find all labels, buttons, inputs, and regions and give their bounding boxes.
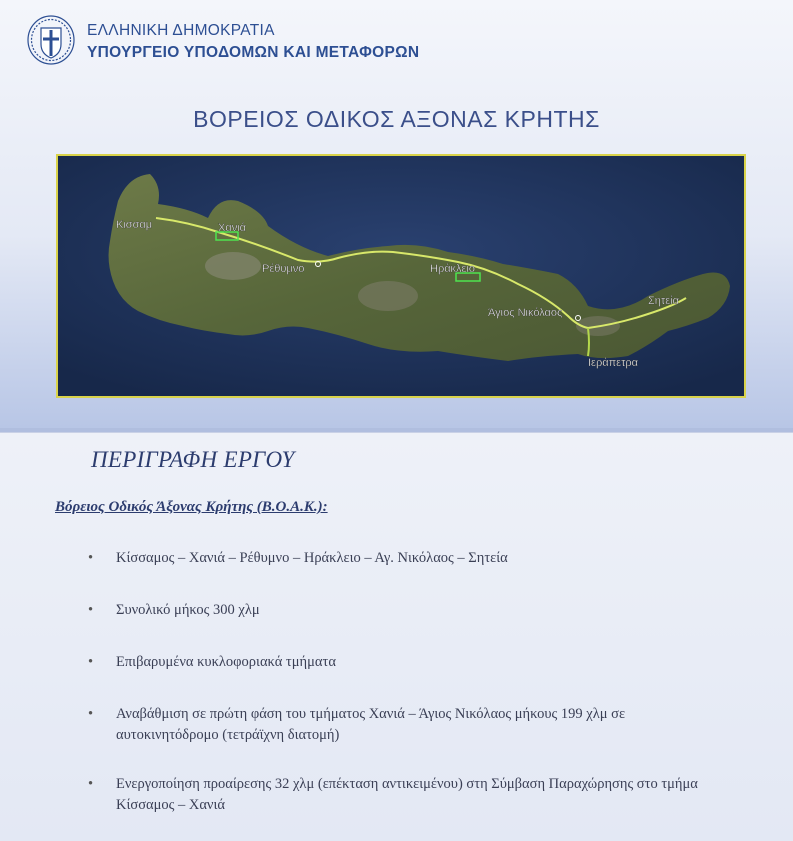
list-item: • Αναβάθμιση σε πρώτη φάση του τμήματος Χανιά – Άγιος Νικόλαος μήκους 199 χλμ σε αυτοκινητόδρομο (τετράϊχνη διατομή) [88, 704, 728, 746]
ierapetra-link [588, 328, 589, 356]
section-title: ΠΕΡΙΓΡΑΦΗ ΕΡΓΟΥ [91, 447, 295, 472]
description-list [88, 548, 728, 816]
list-item: • Κίσσαμος – Χανιά – Ρέθυμνο – Ηράκλειο – Αγ. Νικόλαος – Σητεία [88, 548, 728, 569]
country-name: ΕΛΛΗΝΙΚΗ ΔΗΜΟΚΡΑΤΙΑ [87, 22, 275, 39]
map-label-agios-nikolaos: Άγιος Νικόλαος [488, 307, 563, 319]
map-label-ierapetra: Ιεράπετρα [588, 357, 639, 369]
crete-map [56, 154, 746, 398]
map-label-chania: Χανιά [218, 222, 246, 234]
ministry-name: ΥΠΟΥΡΓΕΙΟ ΥΠΟΔΟΜΩΝ ΚΑΙ ΜΕΤΑΦΟΡΩΝ [87, 44, 420, 61]
map-label-rethymno: Ρέθυμνο [262, 263, 305, 275]
list-item: • Επιβαρυμένα κυκλοφοριακά τμήματα [88, 652, 728, 673]
map-label-kissamos: Κισσαμ [116, 219, 153, 231]
map-label-heraklion: Ηράκλειο [430, 263, 476, 275]
map-label-sitia: Σητεία [648, 295, 679, 307]
project-subtitle: Βόρειος Οδικός Άξονας Κρήτης (Β.Ο.Α.Κ.): [55, 499, 328, 515]
list-item: • Συνολικό μήκος 300 χλμ [88, 600, 728, 621]
page-title: ΒΟΡΕΙΟΣ ΟΔΙΚΟΣ ΑΞΟΝΑΣ ΚΡΗΤΗΣ [193, 106, 600, 132]
greek-coat-of-arms-icon [26, 14, 76, 66]
list-item: • Ενεργοποίηση προαίρεσης 32 χλμ (επέκταση αντικειμένου) στη Σύμβαση Παραχώρησης στο τμήμα Κίσσαμος – Χανιά [88, 774, 728, 816]
ministry-header [87, 21, 419, 63]
